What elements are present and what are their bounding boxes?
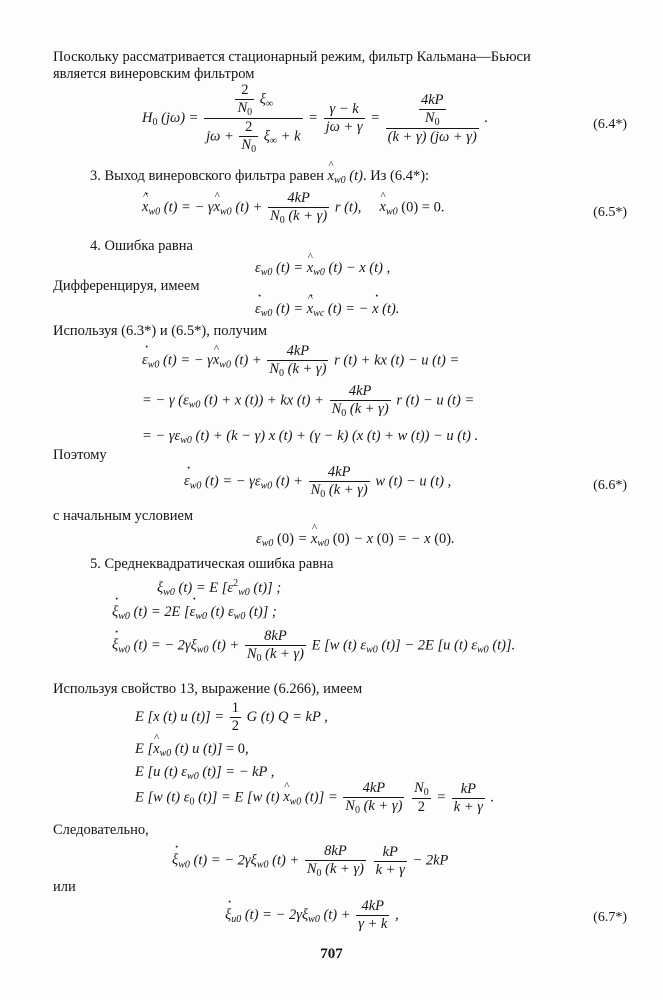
equation-mse: $\xi_{w0}$ (t) = E [$\varepsilon^2_{w0}$ (t)] ;	[157, 578, 282, 598]
paragraph-diff: Дифференцируя, имеем	[53, 278, 200, 294]
equation-mse-result: $\xi \cdot_{w0}$ (t) = − $2\gamma\xi_{w0}$ (t) + $\frac{8kP}{N_0 (k + \gamma)}$ $\frac{kP}{k + \gamma}$ − 2kP	[172, 843, 448, 879]
paragraph-5: 5. Среднеквадратическая ошибка равна	[90, 556, 334, 572]
paragraph-4: 4. Ошибка равна	[90, 238, 193, 254]
paragraph-therefore: Поэтому	[53, 447, 107, 463]
equation-number: (6.6*)	[593, 478, 627, 493]
paragraph-using-2: Используя свойство 13, выражение (6.266), имеем	[53, 681, 363, 697]
equation-derivation-1: $\varepsilon \cdot_{w0}$ (t) = − γ^ $x_{w0}$ (t) + $\frac{4kP}{N_0 (k + \gamma)}$ r (t) + kx (t) − u (t) =	[142, 343, 459, 379]
equation-number: (6.4*)	[593, 117, 627, 132]
equation-derivation-2: = − γ ($\varepsilon_{w0}$ (t) + x (t)) + kx (t) + $\frac{4kP}{N_0 (k + \gamma)}$ r (t) − u (t) =	[142, 383, 475, 419]
equation-error-derivative: $\varepsilon \cdot_{w0}$ (t) = ^ $x \cdot_{wc}$ (t) = − x · (t).	[255, 301, 399, 319]
equation-initial-condition: $\varepsilon_{w0}$ (0) = ^ $x_{w0}$ (0) − x (0) = − x (0).	[256, 531, 455, 549]
equation-6-5: ^ $x \cdot_{w0}$ (t) = − γ^ $x_{w0}$ (t) + $\frac{4kP}{N_0 (k + \gamma)}$ r (t), ^ $x_{w0}$ (0) = 0.	[142, 190, 444, 226]
equation-expectation-2: E [^ $x_{w0}$ (t) u (t)] = 0,	[135, 741, 249, 759]
paragraph-3: 3. Выход винеровского фильтра равен ^ $x_{w0}$ (t). Из (6.4*):	[90, 168, 429, 186]
equation-number: (6.7*)	[593, 910, 627, 925]
paragraph-initial: с начальным условием	[53, 508, 194, 524]
paragraph-line: Поскольку рассматривается стационарный режим, фильтр Кальмана—Бьюси	[53, 49, 531, 65]
equation-expectation-4: E [w (t) $\varepsilon_0$ (t)] = E [w (t) ^ $x_{w0}$ (t)] = $\frac{4kP}{N_0 (k + \gamma)}$ $\frac{N_0}{2}$ = $\frac{kP}{k + \gamma}$ .	[135, 780, 494, 816]
page-number: 707	[320, 946, 343, 962]
equation-6-6: $\varepsilon \cdot_{w0}$ (t) = − $\gamma\varepsilon_{w0}$ (t) + $\frac{4kP}{N_0 (k + \gamma)}$ w (t) − u (t) ,	[184, 464, 451, 500]
equation-mse-expanded: $\xi \cdot_{w0}$ (t) = − $2\gamma\xi_{w0}$ (t) + $\frac{8kP}{N_0 (k + \gamma)}$ E [w (t) $\varepsilon_{w0}$ (t)] − 2E [u (t) $\varepsilon_{w0}$ (t)].	[112, 628, 515, 664]
equation-6-4: $H_0$ (jω) = $\frac{2}{N_0}$ $\xi_\infty$ jω + $\frac{2}{N_0}$ $\xi_\infty + k$ = $\frac{\gamma - k}{j\omega + \gamma}$ = $\frac{\frac{4kP}{N_0}}{(k + \gamma) (j\omega + \gamma)}$ .	[142, 82, 489, 155]
paragraph-text: 3. Выход винеровского фильтра равен	[90, 168, 324, 184]
equation-mse-derivative: $\xi \cdot_{w0}$ (t) = 2E [$\varepsilon \cdot_{w0}$ (t) $\varepsilon_{w0}$ (t)] ;	[112, 604, 277, 622]
equation-6-7: $\xi \cdot_{u0}$ (t) = − $2\gamma\xi_{w0}$ (t) + $\frac{4kP}{\gamma + k}$ ,	[225, 898, 399, 933]
equation-error: $\varepsilon_{w0}$ (t) = ^ $x_{w0}$ (t) − x (t) ,	[255, 260, 390, 278]
paragraph-line: является винеровским фильтром	[53, 66, 255, 82]
paragraph-using-1: Используя (6.3*) и (6.5*), получим	[53, 323, 268, 339]
equation-expectation-3: E [u (t) $\varepsilon_{w0}$ (t)] = − kP ,	[135, 764, 275, 782]
equation-expectation-1: E [x (t) u (t)] = $\frac{1}{2}$ G (t) Q = kP ,	[135, 700, 328, 734]
paragraph-hence: Следовательно,	[53, 822, 149, 838]
equation-number: (6.5*)	[593, 205, 627, 220]
paragraph-or: или	[53, 879, 76, 895]
paragraph-text: . Из (6.4*):	[362, 168, 430, 184]
equation-derivation-3: = − $\gamma\varepsilon_{w0}$ (t) + (k − γ) x (t) + (γ − k) (x (t) + w (t)) − u (t) .	[142, 428, 479, 446]
